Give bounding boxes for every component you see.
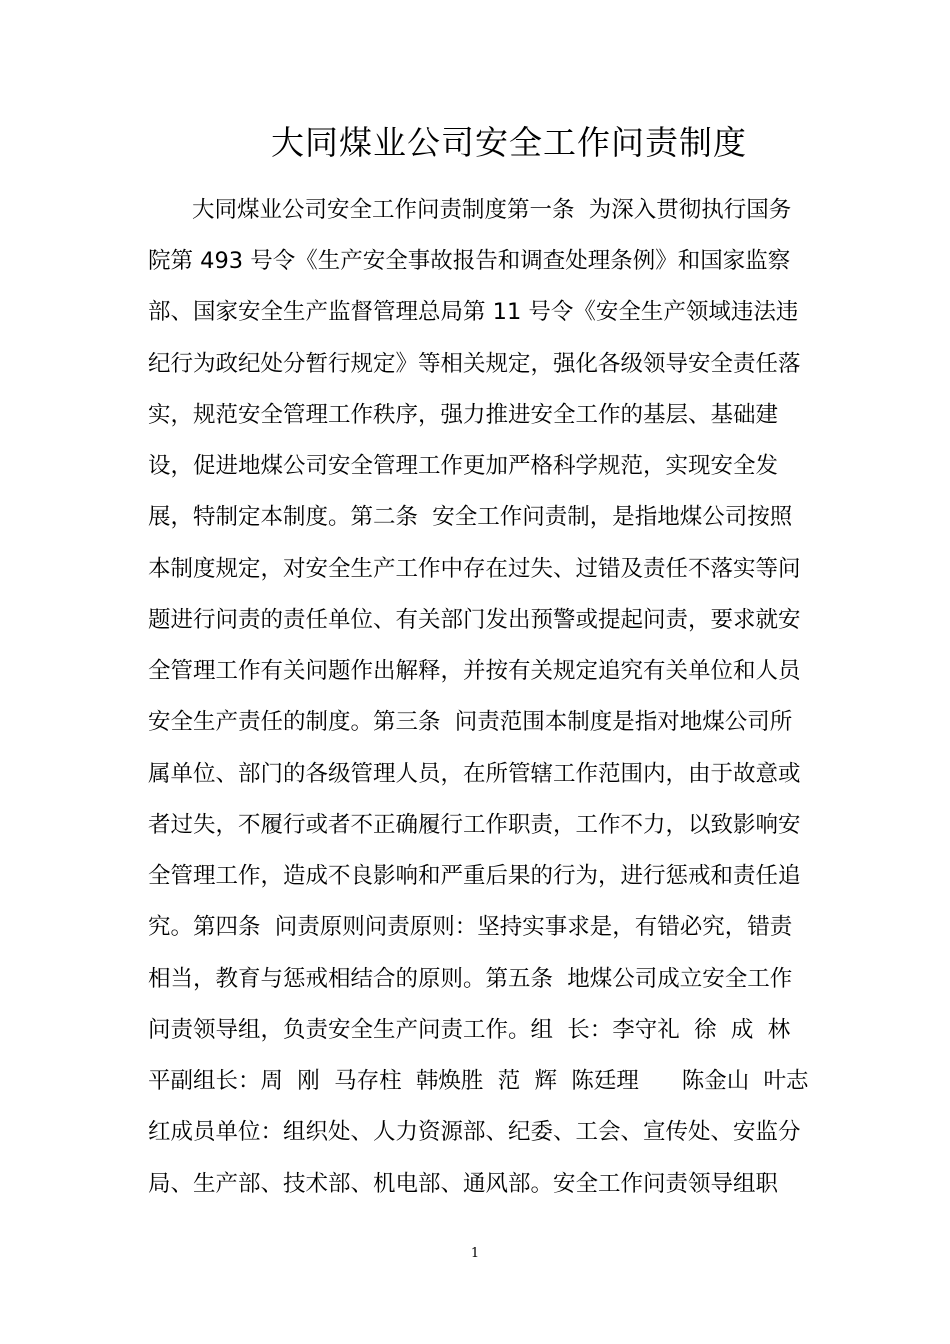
body-line: 相当，教育与惩戒相结合的原则。第五条 地煤公司成立安全工作 — [148, 966, 793, 992]
body-line: 问责领导组，负责安全生产问责工作。组 长：李守礼 徐 成 林 — [148, 1017, 791, 1043]
body-line: 全管理工作，造成不良影响和严重后果的行为，进行惩戒和责任追 — [148, 863, 801, 889]
body-line: 局、生产部、技术部、机电部、通风部。安全工作问责领导组职 — [148, 1171, 779, 1197]
body-line: 展，特制定本制度。第二条 安全工作问责制，是指地煤公司按照 — [148, 504, 793, 530]
body-line: 院第 493 号令《生产安全事故报告和调查处理条例》和国家监察 — [148, 248, 791, 274]
body-line: 纪行为政纪处分暂行规定》等相关规定，强化各级领导安全责任落 — [148, 351, 801, 377]
body-line: 安全生产责任的制度。第三条 问责范围本制度是指对地煤公司所 — [148, 709, 793, 735]
page-number: 1 — [470, 1246, 480, 1261]
body-line: 大同煤业公司安全工作问责制度第一条 为深入贯彻执行国务 — [192, 197, 792, 223]
body-line: 全管理工作有关问题作出解释，并按有关规定追究有关单位和人员 — [148, 658, 801, 684]
document-title: 大同煤业公司安全工作问责制度 — [271, 123, 747, 162]
body-line: 设，促进地煤公司安全管理工作更加严格科学规范，实现安全发 — [148, 453, 779, 479]
body-line: 本制度规定，对安全生产工作中存在过失、过错及责任不落实等问 — [148, 556, 801, 582]
body-line: 平副组长：周 刚 马存柱 韩焕胜 范 辉 陈廷理 陈金山 叶志 — [148, 1068, 809, 1094]
body-line: 部、国家安全生产监督管理总局第 11 号令《安全生产领域违法违 — [148, 299, 799, 325]
body-line: 题进行问责的责任单位、有关部门发出预警或提起问责，要求就安 — [148, 607, 801, 633]
body-line: 者过失，不履行或者不正确履行工作职责，工作不力，以致影响安 — [148, 812, 801, 838]
body-line: 红成员单位：组织处、人力资源部、纪委、工会、宣传处、安监分 — [148, 1119, 801, 1145]
body-line: 属单位、部门的各级管理人员，在所管辖工作范围内，由于故意或 — [148, 761, 801, 787]
body-line: 实，规范安全管理工作秩序，强力推进安全工作的基层、基础建 — [148, 402, 779, 428]
body-line: 究。第四条 问责原则问责原则：坚持实事求是，有错必究，错责 — [148, 914, 793, 940]
